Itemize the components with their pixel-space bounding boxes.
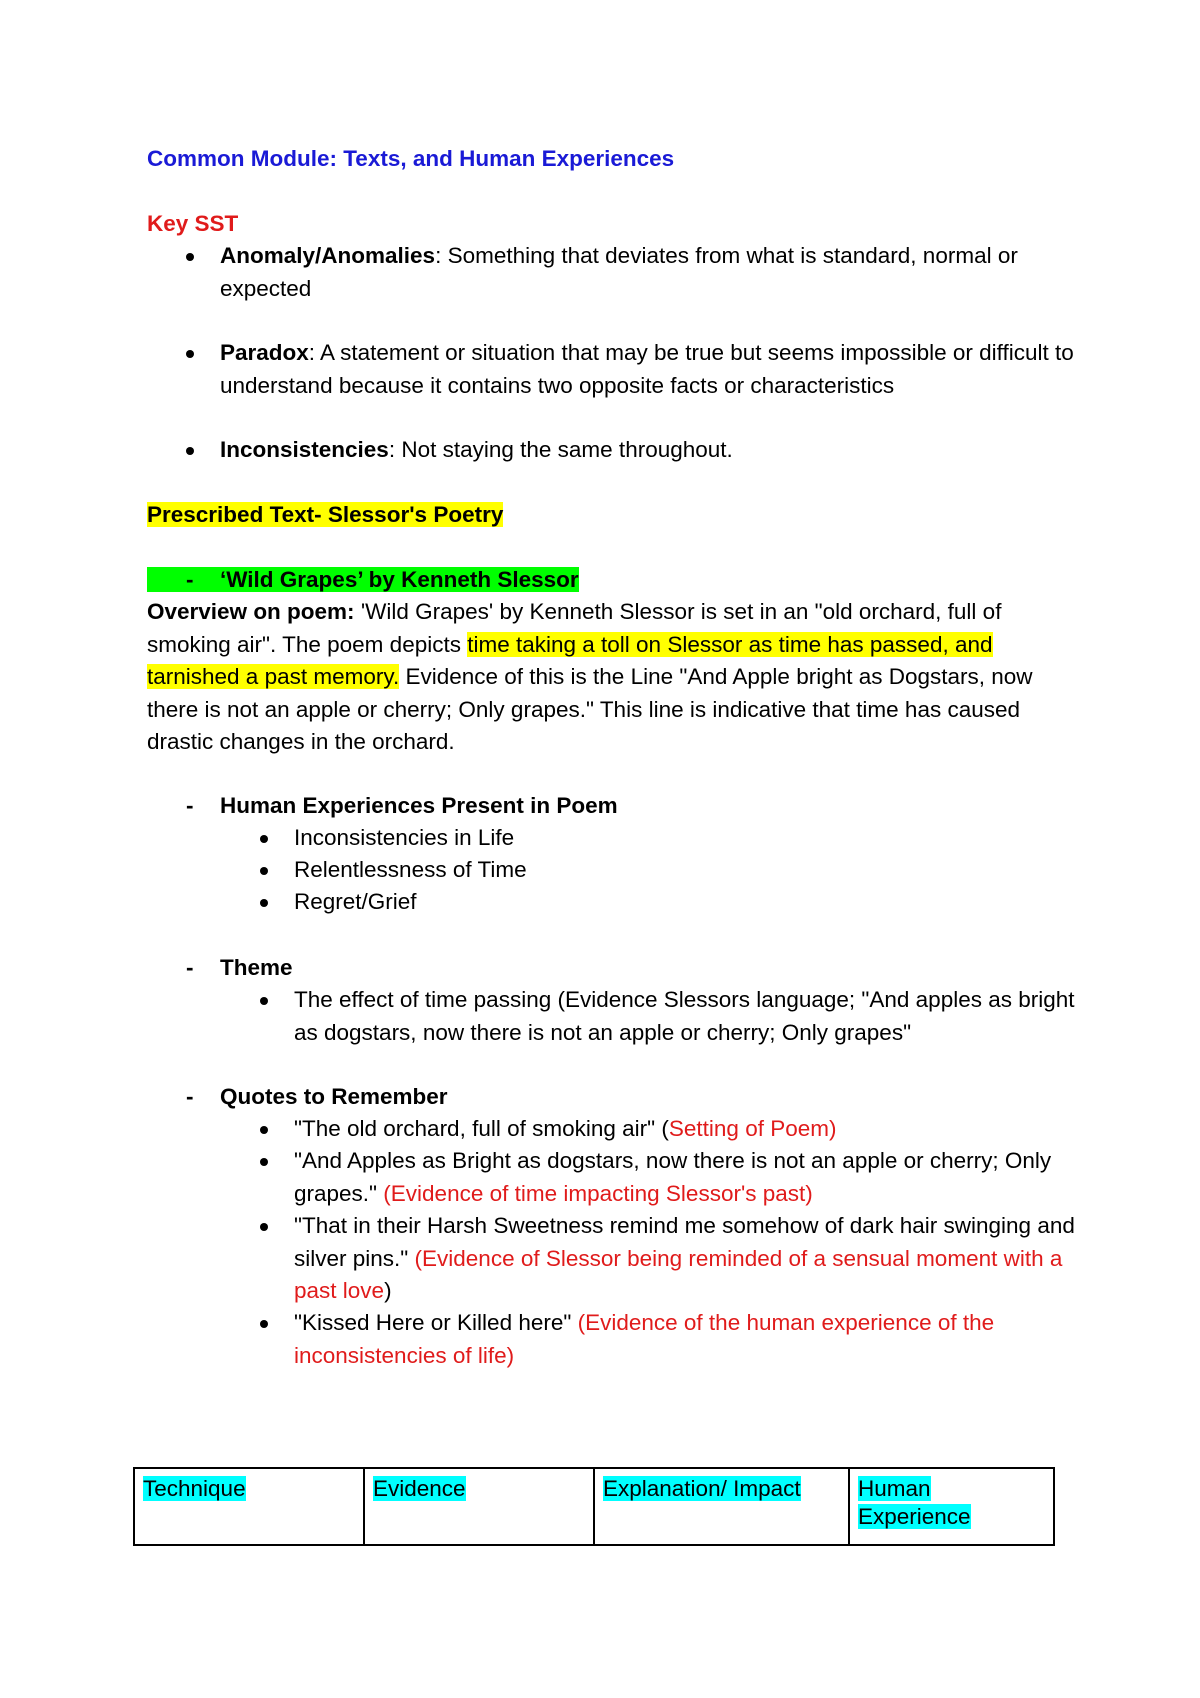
dash: - <box>186 793 194 818</box>
overview-label: Overview on poem: <box>147 599 355 624</box>
poem-dash: - <box>186 567 194 592</box>
bullet-icon <box>186 253 194 261</box>
key-sst-item <box>147 434 1090 467</box>
quote-text: "The old orchard, full of smoking air" ( <box>294 1116 669 1141</box>
bullet-icon <box>186 447 194 455</box>
bullet-icon <box>260 1126 268 1134</box>
bullet-icon <box>260 867 268 875</box>
overview-text-2: Evidence of this is the Line "And Apple bright as Dogstars, now there is not an apple or cherry; Only grapes." This line is indicative that time has caused drastic changes in the orchard. <box>147 664 1033 754</box>
theme-heading <box>147 952 1090 985</box>
overview-highlight: time taking a toll on Slessor as time has passed, and tarnished a past memory. <box>147 631 993 689</box>
quote-note: (Evidence of Slessor being reminded of a sensual moment with a past love <box>294 1245 1063 1303</box>
bullet-icon <box>186 350 194 358</box>
column-header-explanation: Explanation/ Impact <box>603 1476 801 1501</box>
definition: : A statement or situation that may be true but seems impossible or difficult to understand because it contains two opposite facts or characteristics <box>220 340 1074 398</box>
poem-title-row <box>147 564 1080 597</box>
quotes-heading <box>147 1081 1090 1114</box>
quote-item <box>220 1307 1090 1372</box>
list-item-text: Regret/Grief <box>294 889 417 914</box>
definition: : Something that deviates from what is standard, normal or expected <box>220 243 1018 301</box>
bullet-icon <box>260 835 268 843</box>
list-item <box>220 822 1090 855</box>
table-row <box>134 1468 1054 1545</box>
quote-note: (Evidence of time impacting Slessor's past) <box>383 1180 813 1206</box>
quotes-heading-text: Quotes to Remember <box>220 1084 448 1109</box>
term: Anomaly/Anomalies <box>220 243 436 268</box>
term: Paradox <box>220 340 309 365</box>
prescribed-heading-text: Prescribed Text- Slessor's Poetry <box>147 502 504 527</box>
key-sst-heading: Key SST <box>147 211 239 236</box>
table-cell <box>134 1468 364 1545</box>
bullet-icon <box>260 997 268 1005</box>
overview-text-1: 'Wild Grapes' by Kenneth Slessor is set in an "old orchard, full of smoking air". The poem depicts <box>147 599 1002 657</box>
experiences-heading-text: Human Experiences Present in Poem <box>220 793 618 818</box>
bullet-icon <box>260 1223 268 1231</box>
experiences-heading <box>147 790 1090 823</box>
column-header-evidence: Evidence <box>373 1476 466 1501</box>
quote-note: Setting of Poem) <box>668 1116 837 1141</box>
quote-item <box>220 1145 1090 1210</box>
quote-tail: ) <box>384 1278 392 1303</box>
key-sst-item <box>147 240 1090 305</box>
poem-title <box>147 567 579 592</box>
quote-text: "Kissed Here or Killed here" <box>294 1310 578 1335</box>
bullet-icon <box>260 1158 268 1166</box>
bullet-icon <box>260 899 268 907</box>
dash: - <box>186 1084 194 1109</box>
list-item <box>220 984 1090 1049</box>
list-item <box>220 854 1090 887</box>
prescribed-heading <box>147 499 1080 532</box>
quote-text: "That in their Harsh Sweetness remind me somehow of dark hair swinging and silver pins." <box>294 1213 1075 1271</box>
quote-note: (Evidence of the human experience of the inconsistencies of life) <box>294 1310 995 1368</box>
column-header-human-experience: Human Experience <box>858 1476 971 1529</box>
table-cell <box>849 1468 1054 1545</box>
dash: - <box>186 955 194 980</box>
quote-text: "And Apples as Bright as dogstars, now there is not an apple or cherry; Only grapes." <box>294 1148 1052 1206</box>
list-item-text: Inconsistencies in Life <box>294 825 515 850</box>
quote-item <box>220 1113 1090 1146</box>
term: Inconsistencies <box>220 437 389 462</box>
definition: : Not staying the same throughout. <box>388 437 733 462</box>
poem-title-text: ‘Wild Grapes’ by Kenneth Slessor <box>220 567 579 592</box>
bullet-icon <box>260 1320 268 1328</box>
page-title: Common Module: Texts, and Human Experiences <box>147 146 675 171</box>
overview-paragraph <box>147 596 1072 759</box>
key-sst-item <box>147 337 1090 402</box>
list-item <box>220 886 1090 919</box>
table-cell <box>364 1468 594 1545</box>
technique-table <box>133 1467 1055 1546</box>
quote-item <box>220 1210 1090 1308</box>
column-header-technique: Technique <box>143 1476 246 1501</box>
theme-heading-text: Theme <box>220 955 293 980</box>
list-item-text: Relentlessness of Time <box>294 857 527 882</box>
list-item-text: The effect of time passing (Evidence Slessors language; "And apples as bright as dogstars, now there is not an apple or cherry; Only grapes" <box>294 987 1075 1045</box>
table-cell <box>594 1468 849 1545</box>
